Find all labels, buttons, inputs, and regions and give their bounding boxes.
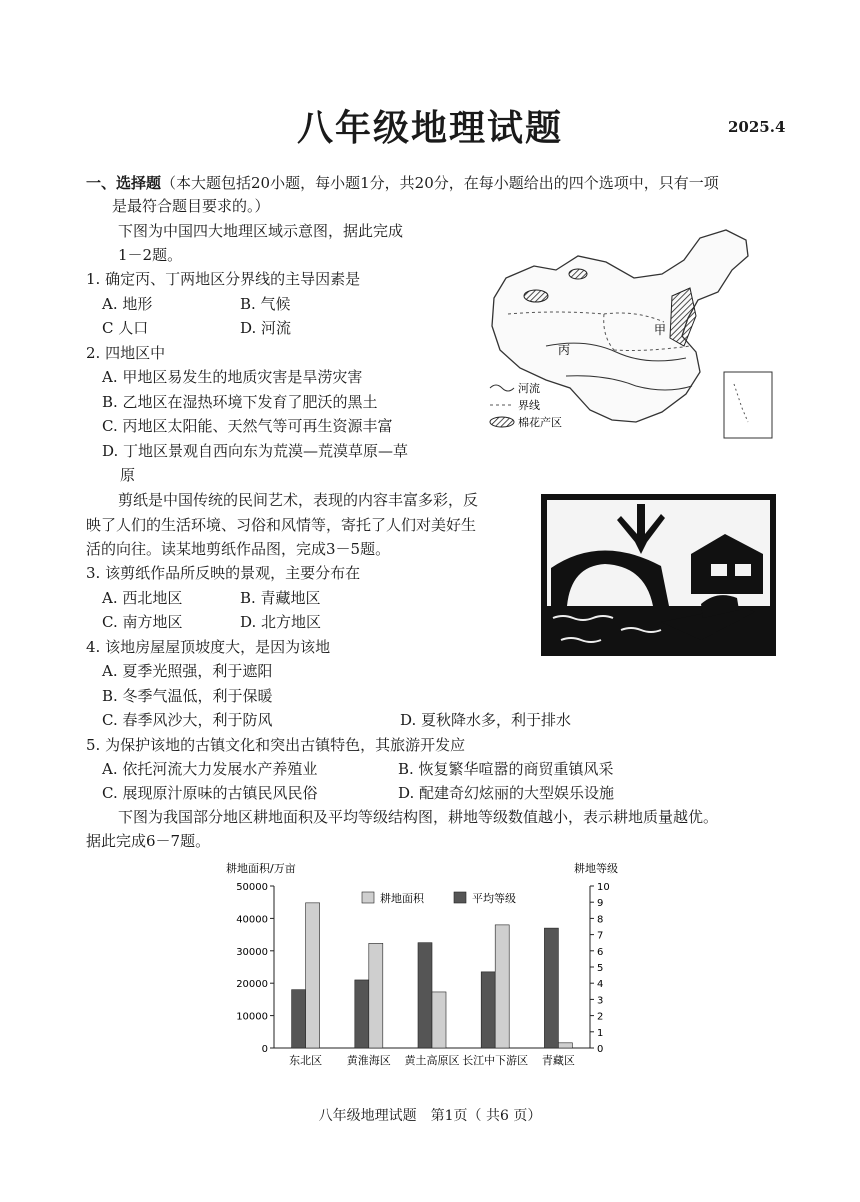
y-tick-label-right: 7 (597, 930, 604, 942)
legend-river-symbol (490, 385, 514, 391)
legend-cotton: 棉花产区 (518, 416, 562, 429)
intro1-line1: 下图为中国四大地理区域示意图，据此完成 (118, 222, 404, 240)
intro2-line1: 剪纸是中国传统的民间艺术，表现的内容丰富多彩，反 (118, 491, 479, 509)
label-jia: 甲 (654, 323, 667, 337)
q5-option-d: D. 配建奇幻炫丽的大型娱乐设施 (398, 784, 615, 802)
q1-stem: 1. 确定丙、丁两地区分界线的主导因素是 (86, 270, 361, 288)
q2-option-a: A. 甲地区易发生的地质灾害是旱涝灾害 (102, 368, 363, 386)
bar-area (369, 943, 383, 1048)
y-tick-label-right: 1 (597, 1027, 604, 1039)
q2-option-c: C. 丙地区太阳能、天然气等可再生资源丰富 (102, 417, 393, 435)
q4-option-d: D. 夏秋降水多，利于排水 (400, 711, 572, 729)
y-axis-left-label: 耕地面积/万亩 (226, 862, 296, 875)
legend-label-area: 耕地面积 (380, 892, 424, 905)
bar-grade (481, 972, 495, 1048)
y-tick-label-right: 8 (597, 914, 604, 926)
y-axis-right-label: 耕地等级 (574, 862, 618, 875)
q4-option-a: A. 夏季光照强，利于遮阳 (102, 662, 273, 680)
q3-stem: 3. 该剪纸作品所反映的景观，主要分布在 (86, 564, 361, 582)
china-regions-map (486, 226, 778, 446)
legend-boundary: 界线 (518, 399, 540, 412)
y-tick-label-right: 2 (597, 1011, 604, 1023)
q5-option-a: A. 依托河流大力发展水产养殖业 (102, 760, 318, 778)
y-tick-label-left: 20000 (236, 979, 268, 991)
q4-stem: 4. 该地房屋屋顶坡度大，是因为该地 (86, 638, 331, 656)
y-tick-label-left: 40000 (236, 914, 268, 926)
papercut-window-2 (735, 564, 751, 576)
cotton-area-2 (569, 269, 587, 279)
y-tick-label-right: 4 (597, 979, 604, 991)
x-tick-label: 黄淮海区 (346, 1054, 391, 1067)
farmland-bar-chart (222, 858, 642, 1074)
q5-option-b: B. 恢复繁华喧嚣的商贸重镇风采 (398, 760, 614, 778)
papercut-window (711, 564, 727, 576)
y-tick-label-right: 3 (597, 995, 604, 1007)
legend-cotton-symbol (490, 417, 514, 427)
q2-stem: 2. 四地区中 (86, 344, 166, 362)
intro2-line3: 活的向往。读某地剪纸作品图，完成3－5题。 (86, 540, 391, 558)
y-tick-label-right: 6 (597, 946, 604, 958)
section-instruction-2: 是最符合题目要求的。） (112, 197, 270, 215)
x-tick-label: 黄土高原区 (404, 1054, 460, 1067)
x-tick-label: 长江中下游区 (462, 1054, 529, 1067)
q3-option-b: B. 青藏地区 (240, 589, 321, 607)
q5-stem: 5. 为保护该地的古镇文化和突出古镇特色，其旅游开发应 (86, 736, 466, 754)
y-tick-label-left: 0 (261, 1044, 268, 1055)
legend-label-grade: 平均等级 (472, 892, 516, 905)
y-tick-label-left: 50000 (236, 882, 268, 893)
y-tick-label-left: 30000 (236, 946, 268, 958)
q4-option-b: B. 冬季气温低，利于保暖 (102, 687, 273, 705)
papercut-image (541, 494, 776, 656)
cotton-area-3 (670, 288, 696, 346)
intro3-line1: 下图为我国部分地区耕地面积及平均等级结构图，耕地等级数值越小，表示耕地质量越优。 (118, 808, 719, 826)
y-tick-label-left: 10000 (236, 1011, 268, 1023)
q1-option-b: B. 气候 (240, 295, 291, 313)
q1-option-d: D. 河流 (240, 319, 292, 337)
q3-option-d: D. 北方地区 (240, 613, 322, 631)
y-tick-label-right: 9 (597, 898, 604, 910)
y-tick-label-right: 0 (597, 1044, 604, 1055)
bar-grade (544, 928, 558, 1048)
exam-date: 2025.4 (728, 118, 786, 136)
q3-option-a: A. 西北地区 (102, 589, 183, 607)
intro2-line2: 映了人们的生活环境、习俗和风情等，寄托了人们对美好生 (86, 516, 477, 534)
legend-river: 河流 (518, 382, 540, 395)
q2-option-b: B. 乙地区在湿热环境下发育了肥沃的黑土 (102, 393, 378, 411)
section-instruction-1 (86, 172, 719, 194)
label-bing: 丙 (558, 343, 571, 357)
section-heading: 一、选择题 (86, 174, 162, 192)
bar-area (495, 925, 509, 1048)
legend-swatch-area (362, 892, 374, 903)
bar-grade (355, 980, 369, 1048)
bar-grade (418, 943, 432, 1048)
page-footer: 八年级地理试题 第1页（ 共6 页） (318, 1108, 542, 1124)
south-china-sea-inset (724, 372, 772, 438)
intro1-line2: 1－2题。 (118, 246, 183, 264)
q1-option-c: C 人口 (102, 319, 149, 337)
x-tick-label: 青藏区 (541, 1054, 575, 1067)
y-tick-label-right: 10 (597, 882, 610, 893)
section-instruction-text: （本大题包括20小题，每小题1分，共20分，在每小题给出的四个选项中，只有一项 (161, 174, 719, 192)
page-title: 八年级地理试题 (296, 107, 563, 149)
q4-option-c: C. 春季风沙大，利于防风 (102, 711, 273, 729)
bar-area (306, 903, 320, 1048)
legend-swatch-grade (454, 892, 466, 903)
cotton-area-1 (524, 290, 548, 302)
bar-area (432, 992, 446, 1048)
q2-option-d: D. 丁地区景观自西向东为荒漠—荒漠草原—草 (102, 442, 409, 460)
q1-option-a: A. 地形 (102, 295, 153, 313)
q5-option-c: C. 展现原汁原味的古镇民风民俗 (102, 784, 318, 802)
x-tick-label: 东北区 (289, 1054, 323, 1067)
q3-option-c: C. 南方地区 (102, 613, 183, 631)
bar-area (558, 1043, 572, 1048)
y-tick-label-right: 5 (597, 963, 604, 974)
intro3-line2: 据此完成6－7题。 (86, 832, 211, 850)
q2-option-d-cont: 原 (120, 466, 136, 484)
bar-grade (292, 990, 306, 1048)
